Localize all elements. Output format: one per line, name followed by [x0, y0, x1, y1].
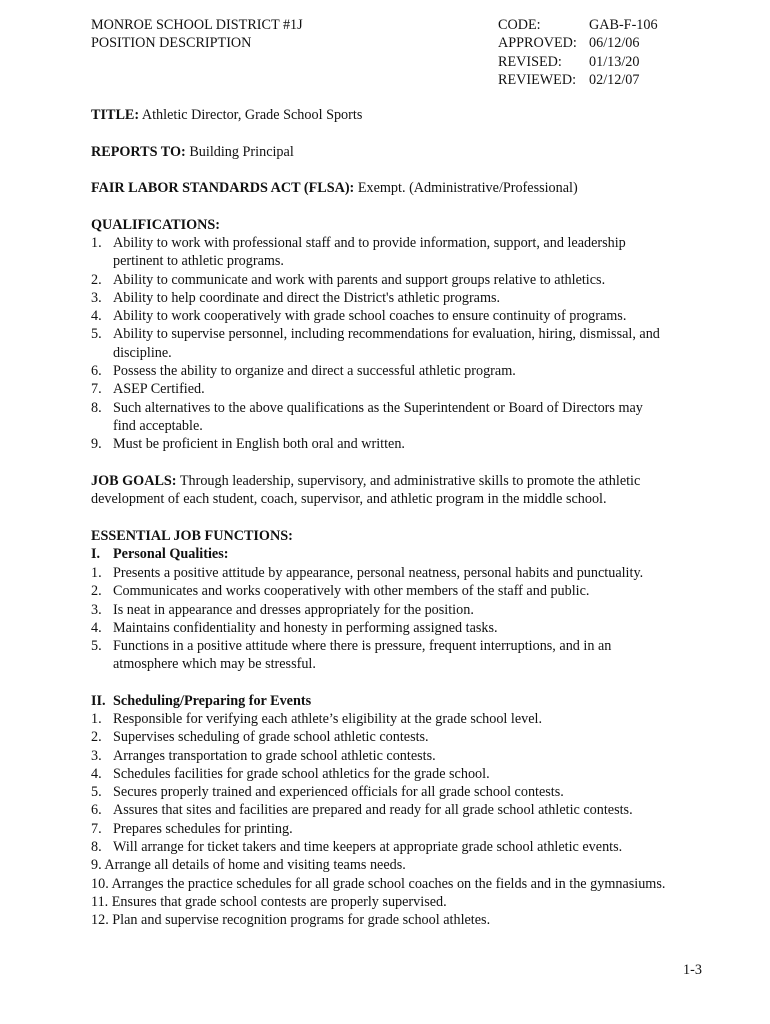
list-item-continuation: discipline. — [113, 344, 172, 361]
list-item-number: 5. — [91, 638, 102, 655]
job-goals-text-1: Through leadership, supervisory, and administrative skills to promote the athletic — [176, 473, 641, 489]
flsa-value: Exempt. (Administrative/Professional) — [354, 180, 578, 196]
section-personal-qualities — [91, 545, 228, 563]
list-item-number: 2. — [91, 583, 102, 600]
list-item-text: Ability to communicate and work with parents and support groups relative to athletics. — [113, 271, 606, 288]
list-item-number: 11. — [91, 893, 109, 910]
list-item-text: Ability to work with professional staff and to provide information, support, and leadership — [113, 235, 626, 251]
list-item-number: 9. — [91, 436, 102, 453]
list-item — [91, 435, 711, 453]
list-item-text: Arranges transportation to grade school athletic contests. — [113, 747, 436, 764]
list-item-text: Assures that sites and facilities are prepared and ready for all grade school athletic contests. — [113, 802, 633, 819]
list-item-text: Arranges the practice schedules for all grade school coaches on the fields and in the gymnasiums. — [108, 875, 666, 892]
list-item — [91, 893, 711, 911]
revised-value: 01/13/20 — [589, 54, 640, 70]
list-item — [91, 289, 711, 307]
reports-to — [91, 143, 294, 161]
list-item — [91, 856, 711, 874]
list-item-number: 3. — [91, 289, 102, 306]
list-item-text: Supervises scheduling of grade school athletic contests. — [113, 729, 429, 746]
list-item-text: Responsible for verifying each athlete’s eligibility at the grade school level. — [113, 711, 543, 727]
list-item-text: Is neat in appearance and dresses appropriately for the position. — [113, 601, 474, 618]
list-item-text: Communicates and works cooperatively with other members of the staff and public. — [113, 583, 590, 600]
list-item-number: 10. — [91, 875, 109, 892]
list-item-number: 1. — [91, 235, 102, 251]
list-item-text: Will arrange for ticket takers and time keepers at appropriate grade school athletic events. — [113, 839, 623, 856]
flsa-label: FAIR LABOR STANDARDS ACT (FLSA): — [91, 180, 355, 196]
list-item — [91, 838, 711, 856]
list-item — [91, 582, 711, 600]
essential-functions-heading: ESSENTIAL JOB FUNCTIONS: — [91, 528, 293, 544]
list-item-number: 1. — [91, 565, 102, 581]
list-item-continuation: pertinent to athletic programs. — [113, 253, 284, 270]
qualifications-heading: QUALIFICATIONS: — [91, 217, 221, 233]
job-goals — [91, 472, 711, 509]
list-item — [91, 271, 711, 289]
list-item-number: 4. — [91, 765, 102, 782]
list-item — [91, 564, 711, 582]
list-item-number: 5. — [91, 326, 102, 343]
section-2-number: II. — [91, 693, 106, 709]
list-item-text: Plan and supervise recognition programs for grade school athletes. — [108, 912, 491, 929]
document-type: POSITION DESCRIPTION — [91, 35, 252, 51]
job-goals-text-2: development of each student, coach, supervisor, and athletic program in the middle school. — [91, 491, 607, 508]
list-item-text: Secures properly trained and experienced officials for all grade school contests. — [113, 784, 564, 801]
list-item-continuation: find acceptable. — [113, 417, 203, 434]
code-label: CODE: — [498, 17, 541, 33]
list-item-text: Maintains confidentiality and honesty in performing assigned tasks. — [113, 619, 498, 636]
list-item — [91, 362, 711, 380]
list-item-text: Schedules facilities for grade school athletics for the grade school. — [113, 765, 490, 782]
list-item — [91, 783, 711, 801]
section-2-title: Scheduling/Preparing for Events — [113, 693, 312, 709]
list-item-continuation: atmosphere which may be stressful. — [113, 656, 316, 673]
list-item-number: 8. — [91, 839, 102, 856]
title-value: Athletic Director, Grade School Sports — [139, 107, 363, 123]
position-title — [91, 106, 362, 124]
list-item — [91, 601, 711, 619]
title-label: TITLE: — [91, 107, 140, 123]
list-item-text: Ability to work cooperatively with grade school coaches to ensure continuity of programs. — [113, 308, 627, 325]
list-item-number: 2. — [91, 271, 102, 288]
approved-label: APPROVED: — [498, 35, 577, 51]
list-item-number: 1. — [91, 711, 102, 727]
list-item — [91, 765, 711, 783]
list-item — [91, 325, 711, 362]
list-item — [91, 728, 711, 746]
list-item-text: Such alternatives to the above qualifications as the Superintendent or Board of Directors may — [113, 399, 643, 416]
reviewed-value: 02/12/07 — [589, 72, 640, 88]
list-item-text: Presents a positive attitude by appearance, personal neatness, personal habits and punctuality. — [113, 565, 644, 581]
list-item-text: Ability to supervise personnel, including recommendations for evaluation, hiring, dismissal, and — [113, 326, 660, 343]
list-item-text: Possess the ability to organize and direct a successful athletic program. — [113, 363, 516, 380]
list-item — [91, 875, 711, 893]
district-name: MONROE SCHOOL DISTRICT #1J — [91, 17, 303, 33]
section-1-number: I. — [91, 546, 101, 562]
reports-to-value: Building Principal — [185, 144, 294, 160]
list-item-number: 4. — [91, 619, 102, 636]
list-item-number: 9. — [91, 857, 102, 874]
list-item — [91, 637, 711, 674]
list-item-number: 7. — [91, 820, 102, 837]
list-item-number: 4. — [91, 308, 102, 325]
list-item — [91, 399, 711, 436]
list-item-number: 3. — [91, 747, 102, 764]
list-item-text: Ability to help coordinate and direct the District's athletic programs. — [113, 289, 501, 306]
job-goals-label: JOB GOALS: — [91, 473, 177, 489]
revised-label: REVISED: — [498, 54, 562, 70]
flsa-status — [91, 179, 578, 197]
list-item — [91, 747, 711, 765]
list-item-text: Must be proficient in English both oral and written. — [113, 436, 405, 453]
list-item-number: 3. — [91, 601, 102, 618]
list-item-number: 6. — [91, 363, 102, 380]
reviewed-label: REVIEWED: — [498, 72, 577, 88]
list-item-text: ASEP Certified. — [113, 381, 205, 398]
list-item — [91, 710, 711, 728]
list-item — [91, 307, 711, 325]
list-item-number: 6. — [91, 802, 102, 819]
list-item-number: 5. — [91, 784, 102, 801]
list-item-text: Functions in a positive attitude where there is pressure, frequent interruptions, and in an — [113, 638, 612, 655]
list-item-text: Arrange all details of home and visiting teams needs. — [101, 857, 406, 874]
scheduling-list — [91, 710, 711, 930]
list-item-number: 2. — [91, 729, 102, 746]
list-item — [91, 234, 711, 271]
section-scheduling — [91, 692, 311, 710]
section-1-title: Personal Qualities: — [113, 546, 229, 562]
list-item — [91, 911, 711, 929]
list-item-number: 8. — [91, 399, 102, 416]
personal-qualities-list — [91, 564, 711, 674]
list-item-number: 7. — [91, 381, 102, 398]
qualifications-list — [91, 234, 711, 454]
list-item-text: Ensures that grade school contests are properly supervised. — [108, 893, 447, 910]
list-item — [91, 801, 711, 819]
page-number: 1-3 — [683, 962, 702, 978]
list-item-text: Prepares schedules for printing. — [113, 820, 293, 837]
list-item-number: 12. — [91, 912, 109, 929]
code-value: GAB-F-106 — [589, 17, 658, 33]
approved-value: 06/12/06 — [589, 35, 640, 51]
reports-to-label: REPORTS TO: — [91, 144, 186, 160]
list-item — [91, 380, 711, 398]
list-item — [91, 619, 711, 637]
list-item — [91, 820, 711, 838]
